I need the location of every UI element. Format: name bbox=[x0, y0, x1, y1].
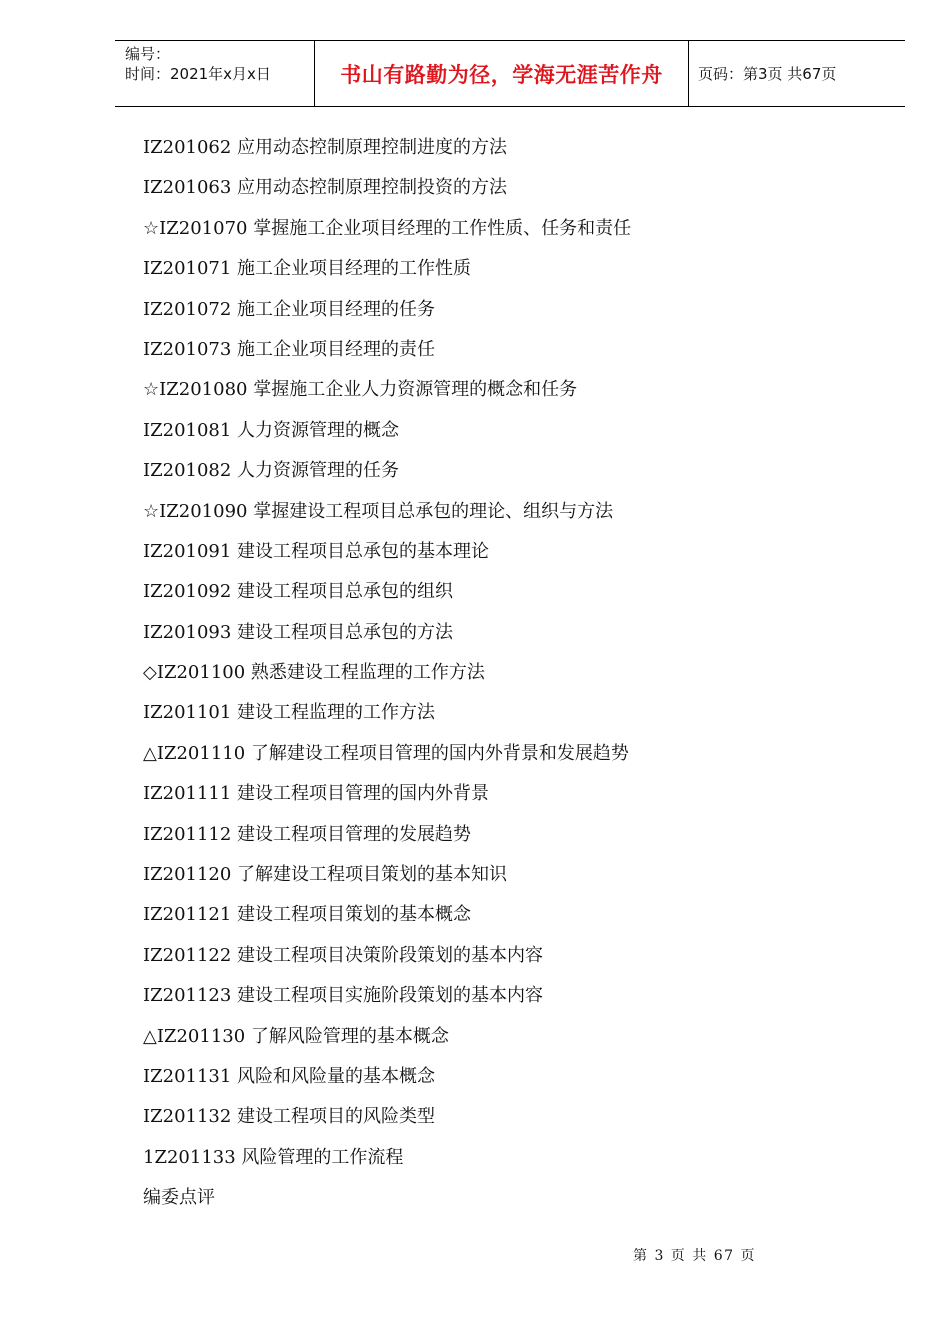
page-footer: 第 3 页 共 67 页 bbox=[633, 1248, 756, 1264]
header-meta-cell bbox=[115, 41, 315, 106]
list-item: IZ201072 施工企业项目经理的任务 bbox=[143, 298, 436, 320]
list-item: ☆IZ201080 掌握施工企业人力资源管理的概念和任务 bbox=[143, 379, 578, 401]
list-item: ☆IZ201090 掌握建设工程项目总承包的理论、组织与方法 bbox=[143, 500, 614, 522]
list-item: IZ201081 人力资源管理的概念 bbox=[143, 419, 400, 441]
document-number-label: 编号： bbox=[125, 45, 171, 63]
list-item: IZ201122 建设工程项目决策阶段策划的基本内容 bbox=[143, 944, 544, 966]
document-time-label: 时间：2021年x月x日 bbox=[125, 65, 271, 83]
list-item: IZ201112 建设工程项目管理的发展趋势 bbox=[143, 823, 472, 845]
list-item: IZ201093 建设工程项目总承包的方法 bbox=[143, 621, 454, 643]
list-item: △IZ201130 了解风险管理的基本概念 bbox=[143, 1025, 449, 1047]
list-item: IZ201092 建设工程项目总承包的组织 bbox=[143, 581, 454, 603]
header-motto: 书山有路勤为径，学海无涯苦作舟 bbox=[315, 41, 689, 106]
list-item: IZ201101 建设工程监理的工作方法 bbox=[143, 702, 436, 724]
list-item: IZ201091 建设工程项目总承包的基本理论 bbox=[143, 540, 490, 562]
list-item: IZ201120 了解建设工程项目策划的基本知识 bbox=[143, 864, 508, 886]
page-header bbox=[115, 40, 905, 107]
list-item: IZ201111 建设工程项目管理的国内外背景 bbox=[143, 783, 490, 805]
list-item: 1Z201133 风险管理的工作流程 bbox=[143, 1146, 404, 1168]
list-item: IZ201082 人力资源管理的任务 bbox=[143, 460, 400, 482]
list-item: IZ201063 应用动态控制原理控制投资的方法 bbox=[143, 177, 508, 199]
syllabus-list bbox=[143, 130, 863, 1221]
list-item: IZ201123 建设工程项目实施阶段策划的基本内容 bbox=[143, 985, 544, 1007]
list-item: ◇IZ201100 熟悉建设工程监理的工作方法 bbox=[143, 662, 485, 684]
list-item: IZ201071 施工企业项目经理的工作性质 bbox=[143, 258, 472, 280]
list-item: IZ201073 施工企业项目经理的责任 bbox=[143, 338, 436, 360]
list-item: IZ201062 应用动态控制原理控制进度的方法 bbox=[143, 137, 508, 158]
list-item: 编委点评 bbox=[143, 1187, 215, 1209]
list-item: ☆IZ201070 掌握施工企业项目经理的工作性质、任务和责任 bbox=[143, 217, 632, 239]
list-item: IZ201121 建设工程项目策划的基本概念 bbox=[143, 904, 472, 926]
header-page-info: 页码：第3页 共67页 bbox=[698, 65, 837, 83]
list-item: IZ201131 风险和风险量的基本概念 bbox=[143, 1065, 436, 1087]
list-item: △IZ201110 了解建设工程项目管理的国内外背景和发展趋势 bbox=[143, 742, 629, 764]
list-item: IZ201132 建设工程项目的风险类型 bbox=[143, 1106, 436, 1128]
